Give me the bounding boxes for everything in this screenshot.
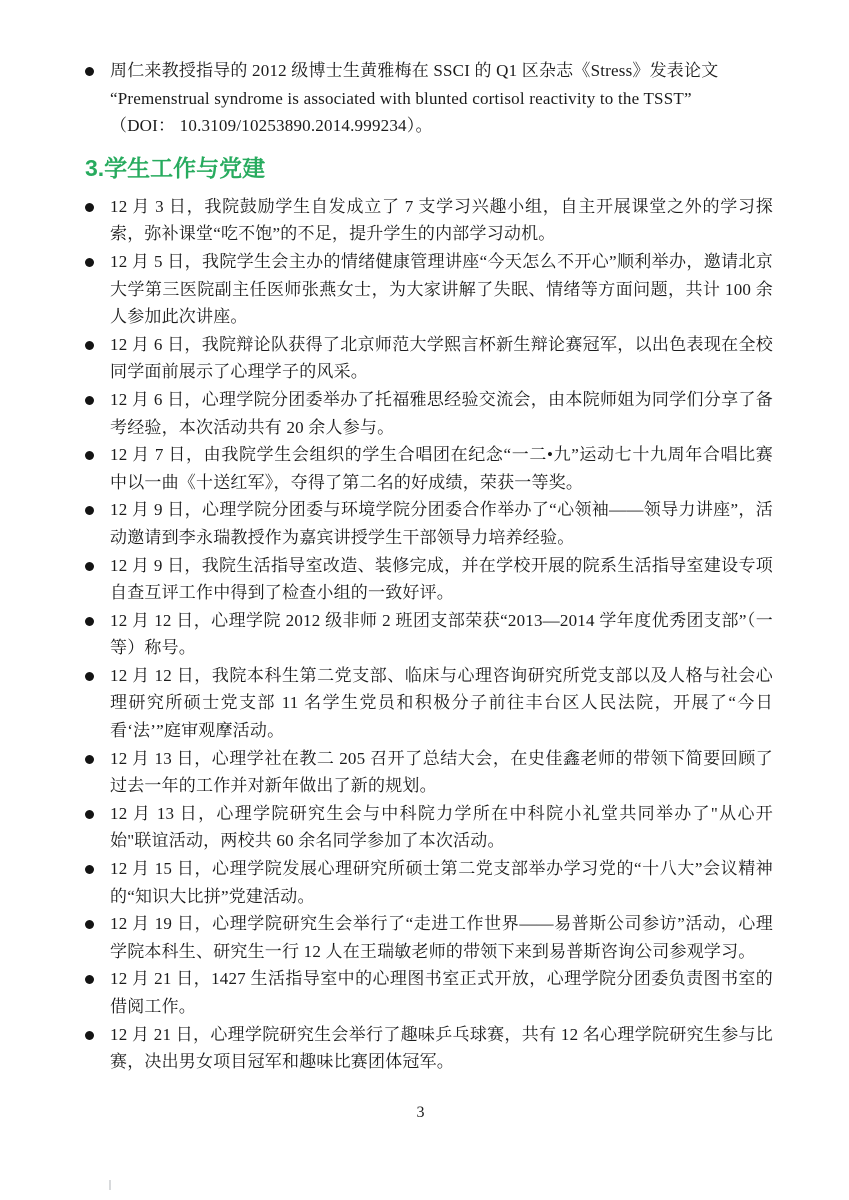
list-item-text: 12 月 12 日，心理学院 2012 级非师 2 班团支部荣获“2013—2014 学年度优秀团支部”（一等）称号。 [110,610,773,658]
list-item-text: 12 月 19 日，心理学院研究生会举行了“走进工作世界——易普斯公司参访”活动，心理学院本科生、研究生一行 12 人在王瑞敏老师的带领下来到易普斯咨询公司参观学习。 [110,914,773,961]
list-item-text: 12 月 13 日，心理学院研究生会与中科院力学所在中科院小礼堂共同举办了"从心开始"联谊活动，两校共 60 余名同学参加了本次活动。 [110,803,773,851]
list-item [85,552,773,607]
bullet-icon [85,552,110,571]
list-item-intro [85,57,773,140]
bullet-icon [85,965,110,984]
list-item-text: 12 月 9 日，心理学院分团委与环境学院分团委合作举办了“心领袖——领导力讲座”，活动邀请到李永瑞教授作为嘉宾讲授学生干部领导力培养经验。 [110,500,773,547]
list-item-text: 12 月 5 日，我院学生会主办的情绪健康管理讲座“今天怎么不开心”顺利举办，邀请北京大学第三医院副主任医师张燕女士，为大家讲解了失眠、情绪等方面问题，共计 100 余人参加此次讲座。 [110,251,773,327]
bullet-list [85,193,773,1076]
list-item [85,331,773,386]
list-item [85,441,773,496]
scan-artifact [109,1180,111,1190]
list-item-text: 12 月 15 日，心理学院发展心理研究所硕士第二党支部举办学习党的“十八大”会议精神的“知识大比拼”党建活动。 [110,859,773,906]
intro-paragraph [110,57,773,140]
list-item-text: 12 月 21 日，心理学院研究生会举行了趣味乒乓球赛，共有 12 名心理学院研究生参与比赛，决出男女项目冠军和趣味比赛团体冠军。 [110,1024,773,1072]
list-item [85,800,773,855]
bullet-icon [85,855,110,874]
bullet-icon [85,745,110,764]
bullet-icon [85,331,110,350]
list-item [85,193,773,248]
bullet-icon [85,607,110,626]
list-item [85,496,773,551]
page-content [85,57,773,1076]
list-item [85,965,773,1020]
intro-line-1: 周仁来教授指导的 2012 级博士生黄雅梅在 SSCI 的 Q1 区杂志《Stress》发表论文 [110,61,719,80]
bullet-icon [85,1021,110,1040]
list-item [85,1021,773,1076]
list-item-text: 12 月 7 日，由我院学生会组织的学生合唱团在纪念“一二•九”运动七十九周年合唱比赛中以一曲《十送红军》，夺得了第二名的好成绩，荣获一等奖。 [110,445,773,492]
bullet-icon [85,496,110,515]
list-item-text: 12 月 12 日，我院本科生第二党支部、临床与心理咨询研究所党支部以及人格与社会心理研究所硕士党支部 11 名学生党员和积极分子前往丰台区人民法院，开展了“今日看‘法’”庭审观摩活动。 [110,665,773,741]
list-item [85,910,773,965]
bullet-icon [85,441,110,460]
bullet-icon [85,193,110,212]
list-item-text: 12 月 3 日，我院鼓励学生自发成立了 7 支学习兴趣小组，自主开展课堂之外的学习探索，弥补课堂“吃不饱”的不足，提升学生的内部学习动机。 [110,196,773,244]
page-number: 3 [416,1104,425,1121]
intro-line-3: （DOI： 10.3109/10253890.2014.999234）。 [110,116,433,136]
list-item-text: 12 月 9 日，我院生活指导室改造、装修完成，并在学校开展的院系生活指导室建设专项自查互评工作中得到了检查小组的一致好评。 [110,555,773,603]
list-item [85,607,773,662]
section-heading: 3.学生工作与党建 [85,154,266,181]
intro-line-2: “Premenstrual syndrome is associated with blunted cortisol reactivity to the TSST” [110,88,692,108]
list-item-text: 12 月 6 日，我院辩论队获得了北京师范大学熙言杯新生辩论赛冠军，以出色表现在全校同学面前展示了心理学子的风采。 [110,334,773,382]
list-item-text: 12 月 6 日，心理学院分团委举办了托福雅思经验交流会，由本院师姐为同学们分享了备考经验，本次活动共有 20 余人参与。 [110,389,773,437]
list-item [85,855,773,910]
list-item [85,662,773,745]
bullet-icon [85,910,110,929]
bullet-icon [85,800,110,819]
list-item [85,745,773,800]
list-item [85,248,773,331]
list-item-text: 12 月 13 日，心理学社在教二 205 召开了总结大会，在史佳鑫老师的带领下简要回顾了过去一年的工作并对新年做出了新的规划。 [110,748,773,796]
list-item-text: 12 月 21 日，1427 生活指导室中的心理图书室正式开放，心理学院分团委负责图书室的借阅工作。 [110,969,773,1016]
bullet-icon [85,57,110,76]
bullet-icon [85,248,110,267]
bullet-icon [85,386,110,405]
bullet-icon [85,662,110,681]
list-item [85,386,773,441]
